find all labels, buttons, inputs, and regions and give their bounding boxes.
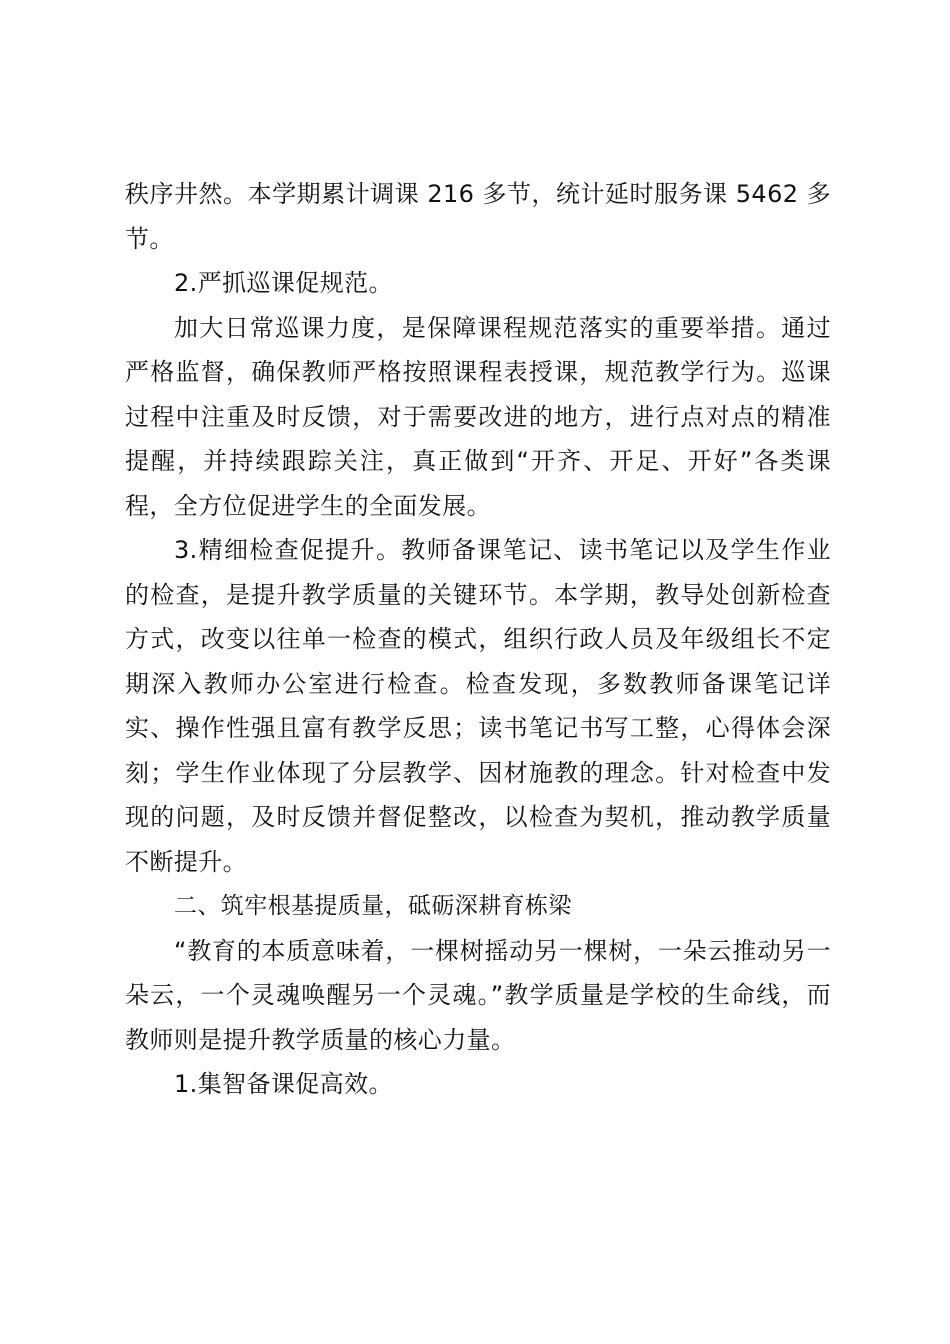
paragraph-fine-inspection: 3.精细检查促提升。教师备课笔记、读书笔记以及学生作业的检查，是提升教学质量的关键环节。本学期，教导处创新检查方式，改变以往单一检查的模式，组织行政人员及年级组长不定期深入教师办公室进行检查。检查发现，多数教师备课笔记详实、操作性强且富有教学反思；读书笔记书写工整，心得体会深刻；学生作业体现了分层教学、因材施教的理念。针对检查中发现的问题，及时反馈并督促整改，以检查为契机，推动教学质量不断提升。 <box>125 536 831 876</box>
document-body <box>125 172 831 1107</box>
section-heading-two: 二、筑牢根基提质量，砥砺深耕育栋梁 <box>174 893 572 919</box>
heading-patrol-class: 2.严抓巡课促规范。 <box>174 269 393 297</box>
heading-collective-lesson-prep: 1.集智备课促高效。 <box>174 1070 393 1098</box>
paragraph-class-order: 秩序井然。本学期累计调课 216 多节，统计延时服务课 5462 多节。 <box>125 180 831 253</box>
paragraph-patrol-class: 加大日常巡课力度，是保障课程规范落实的重要举措。通过严格监督，确保教师严格按照课程表授课，规范教学行为。巡课过程中注重及时反馈，对于需要改进的地方，进行点对点的精准提醒，并持续跟踪关注，真正做到“开齐、开足、开好”各类课程，全方位促进学生的全面发展。 <box>125 313 831 520</box>
paragraph-education-quote: “教育的本质意味着，一棵树摇动另一棵树，一朵云推动另一朵云，一个灵魂唤醒另一个灵魂。”教学质量是学校的生命线，而教师则是提升教学质量的核心力量。 <box>125 936 831 1054</box>
